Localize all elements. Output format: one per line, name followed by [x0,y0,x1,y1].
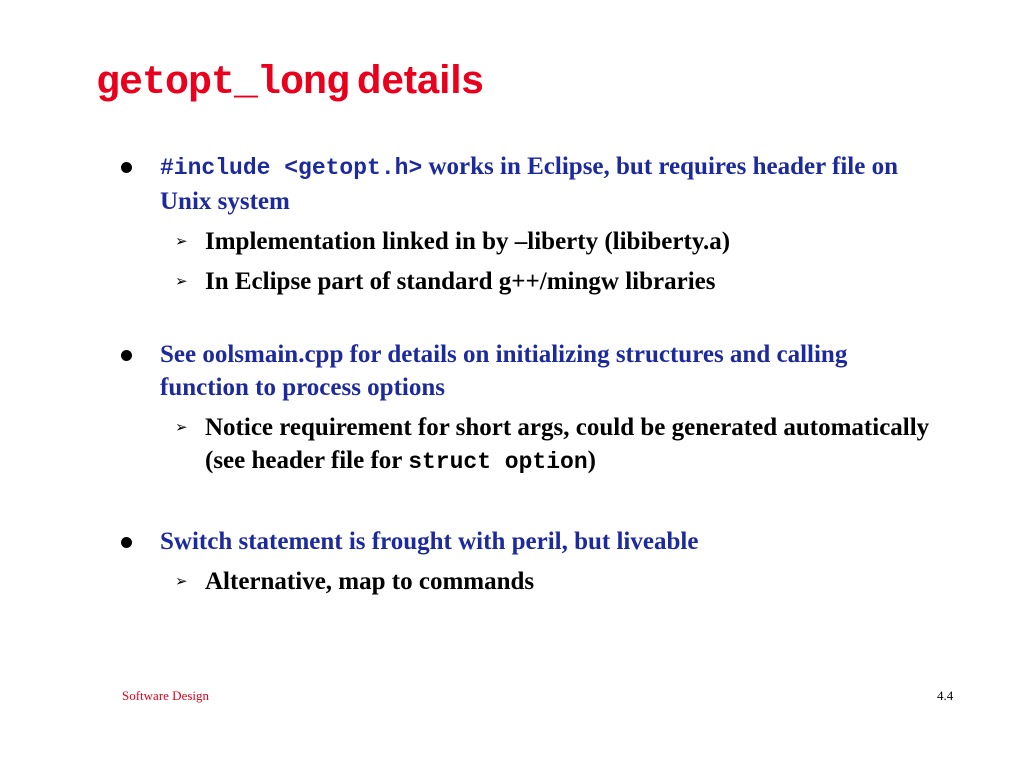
sub-bullet-2-1 [120,411,940,479]
bullet-1-code: #include <getopt.h> [160,155,423,181]
arrow-bullet-icon: ➢ [175,572,188,590]
title-code: getopt_long [96,61,350,106]
bullet-dot-icon [121,162,132,173]
bullet-1-text: works in Eclipse, but requires header file on Unix system [160,153,898,215]
bullet-3-subs [120,565,940,598]
slide-title [96,60,484,104]
arrow-bullet-icon: ➢ [175,232,188,250]
slide-body [120,150,940,598]
sub-bullet-2-1-tail: ) [587,447,596,474]
arrow-bullet-icon: ➢ [175,272,188,290]
sub-bullet-1-2-text: In Eclipse part of standard g++/mingw libraries [205,268,716,295]
sub-bullet-2-1-text: Notice requirement for short args, could be generated automatically (see header file for [205,414,930,474]
bullet-2 [120,338,940,404]
arrow-bullet-icon: ➢ [175,418,188,436]
bullet-1 [120,150,940,218]
bullet-2-text: See oolsmain.cpp for details on initializing structures and calling function to process options [160,341,848,401]
sub-bullet-2-1-code: struct option [408,449,588,475]
sub-bullet-3-1 [120,565,940,598]
bullet-3-text: Switch statement is frought with peril, but liveable [160,528,699,555]
sub-bullet-1-1 [120,225,940,258]
sub-bullet-1-1-text: Implementation linked in by –liberty (libiberty.a) [205,228,731,255]
bullet-2-subs [120,411,940,479]
bullet-dot-icon [121,350,132,361]
bullet-1-subs [120,225,940,298]
footer-course-name: Software Design [122,688,210,703]
sub-bullet-3-1-text: Alternative, map to commands [205,568,535,595]
footer-slide-number: 4.4 [937,688,954,703]
bullet-3 [120,525,940,558]
bullet-dot-icon [121,537,132,548]
title-word: details [357,58,484,102]
sub-bullet-1-2 [120,265,940,298]
